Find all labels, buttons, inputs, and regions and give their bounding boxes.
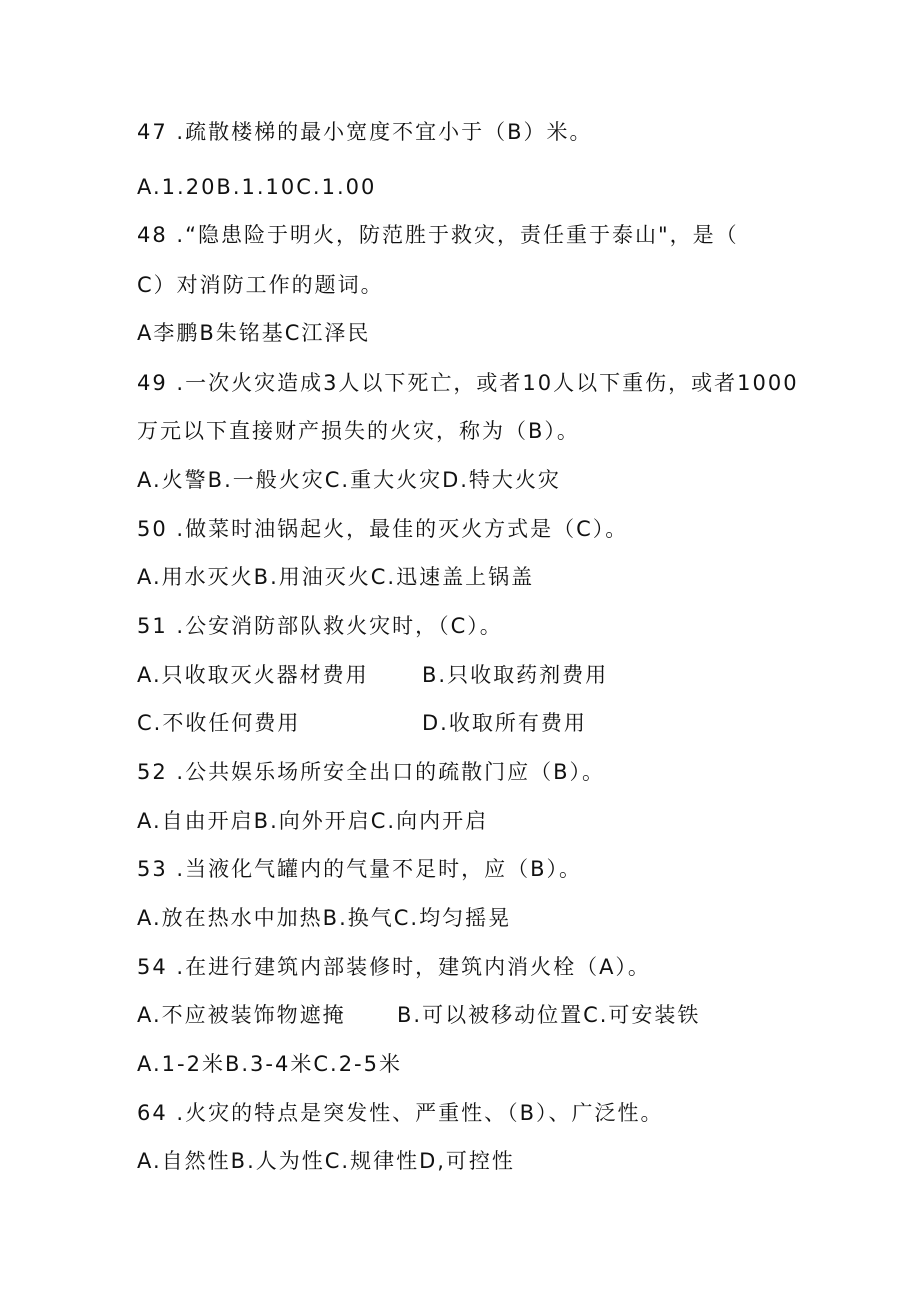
option-54-a: A.不应被装饰物遮掩 <box>137 1003 346 1027</box>
question-52: 52 .公共娱乐场所安全出口的疏散门应（B）。 <box>137 760 605 784</box>
option-51-b: B.只收取药剂费用 <box>422 663 609 687</box>
options-53: A.放在热水中加热B.换气C.均匀摇晃 <box>137 906 512 930</box>
options-48: A李鹏B朱铭基C江泽民 <box>137 321 371 345</box>
question-49-line2: 万元以下直接财产损失的火灾，称为（B）。 <box>137 419 580 443</box>
options-50: A.用水灭火B.用油灭火C.迅速盖上锅盖 <box>137 565 535 589</box>
question-47: 47 .疏散楼梯的最小宽度不宜小于（B）米。 <box>137 120 593 144</box>
options-47: A.1.20B.1.10C.1.00 <box>137 175 377 199</box>
options-51-row1 <box>137 660 609 690</box>
question-64: 64 .火灾的特点是突发性、严重性、（B）、广泛性。 <box>137 1101 664 1125</box>
question-48-line2: C）对消防工作的题词。 <box>137 273 384 297</box>
options-49: A.火警B.一般火灾C.重大火灾D.特大火灾 <box>137 468 561 492</box>
option-51-d: D.收取所有费用 <box>422 711 587 735</box>
option-54-bc: B.可以被移动位置C.可安装铁 <box>397 1003 701 1027</box>
question-50: 50 .做菜时油锅起火，最佳的灭火方式是（C）。 <box>137 517 629 541</box>
options-distance: A.1-2米B.3-4米C.2-5米 <box>137 1052 402 1076</box>
question-48-line1: 48 .“隐患险于明火，防范胜于救灾，责任重于泰山"，是（ <box>137 223 739 247</box>
options-54-row1 <box>137 1000 701 1030</box>
options-52: A.自由开启B.向外开启C.向内开启 <box>137 809 489 833</box>
options-51-row2 <box>137 708 587 738</box>
options-64: A.自然性B.人为性C.规律性D,可控性 <box>137 1149 515 1173</box>
option-51-c: C.不收任何费用 <box>137 711 301 735</box>
option-51-a: A.只收取灭火器材费用 <box>137 663 369 687</box>
question-53: 53 .当液化气罐内的气量不足时，应（B）。 <box>137 857 582 881</box>
question-51: 51 .公安消防部队救火灾时，（C）。 <box>137 614 503 638</box>
question-54: 54 .在进行建筑内部装修时，建筑内消火栓（A）。 <box>137 955 651 979</box>
question-49-line1: 49 .一次火灾造成3人以下死亡，或者10人以下重伤，或者1000 <box>137 371 799 395</box>
